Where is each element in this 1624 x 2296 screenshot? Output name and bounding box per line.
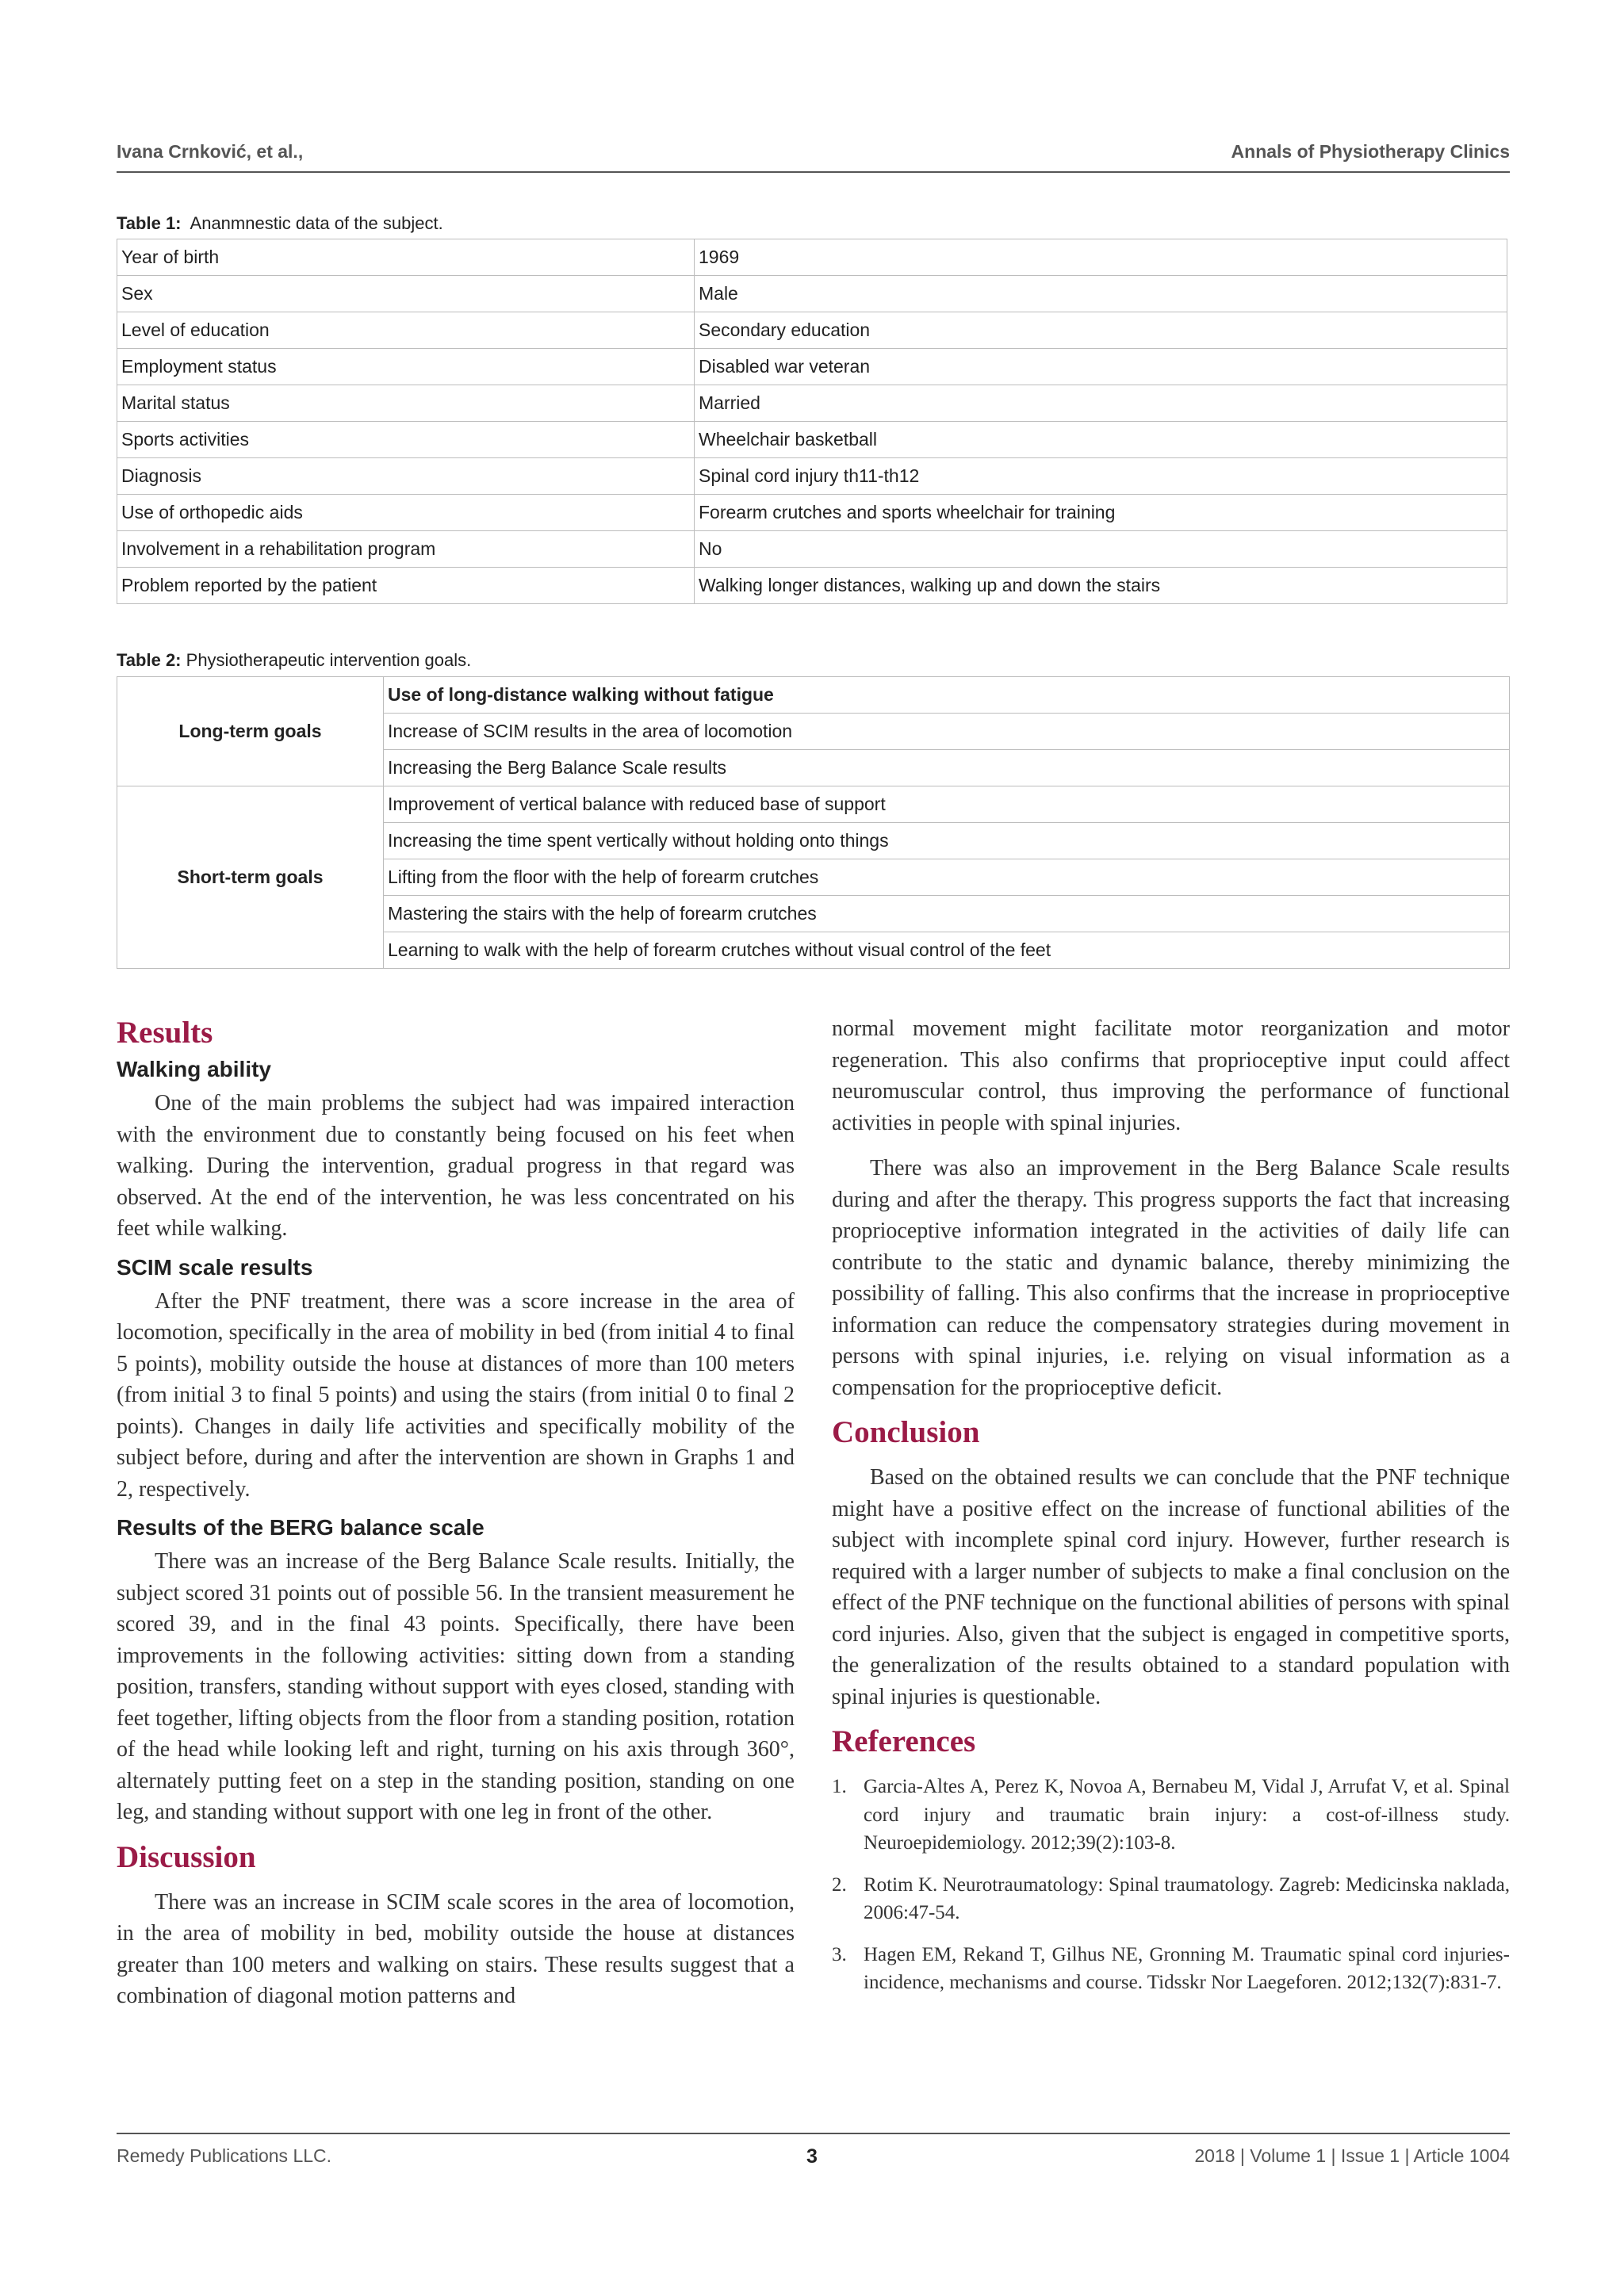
table-cell-label: Problem reported by the patient xyxy=(117,568,695,604)
page-header xyxy=(117,140,1510,173)
goals-table xyxy=(117,676,1510,969)
right-column xyxy=(832,1013,1510,2011)
scim-heading: SCIM scale results xyxy=(117,1254,313,1280)
reference-text: Hagen EM, Rekand T, Gilhus NE, Gronning M. Traumatic spinal cord injuries- incidence, mechanisms and course. Tidsskr Nor Laegeforen. 2012;132(7):831-7. xyxy=(864,1943,1510,1993)
short-term-goal-item: Increasing the time spent vertically without holding onto things xyxy=(384,823,1510,859)
table-row xyxy=(117,422,1507,458)
table-cell-label: Marital status xyxy=(117,385,695,422)
table-row xyxy=(117,786,1510,823)
page-number: 3 xyxy=(806,2145,818,2168)
table-cell-value: Spinal cord injury th11-th12 xyxy=(695,458,1507,495)
table1-caption-label: Table 1: xyxy=(117,213,182,233)
table-cell-label: Year of birth xyxy=(117,239,695,276)
reference-text: Garcia-Altes A, Perez K, Novoa A, Bernabeu M, Vidal J, Arrufat V, et al. Spinal cord injury and traumatic brain injury: a cost-of-illness study. Neuroepidemiology. 2012;39(2):103-8. xyxy=(864,1776,1510,1854)
table-cell-value: Disabled war veteran xyxy=(695,349,1507,385)
table-row xyxy=(117,677,1510,714)
long-term-goal-item: Use of long-distance walking without fatigue xyxy=(384,677,1510,714)
table-cell-value: Walking longer distances, walking up and down the stairs xyxy=(695,568,1507,604)
conclusion-heading: Conclusion xyxy=(832,1415,980,1449)
table-row xyxy=(117,568,1507,604)
table-cell-label: Level of education xyxy=(117,312,695,349)
reference-text: Rotim K. Neurotraumatology: Spinal traumatology. Zagreb: Medicinska naklada, 2006:47-54. xyxy=(864,1873,1510,1923)
table-cell-value: Married xyxy=(695,385,1507,422)
table-row xyxy=(117,531,1507,568)
results-heading: Results xyxy=(117,1016,213,1050)
long-term-goals-label: Long-term goals xyxy=(117,677,384,786)
reference-item xyxy=(832,1941,1510,1997)
references-list xyxy=(832,1773,1510,1997)
table-row xyxy=(117,495,1507,531)
left-column xyxy=(117,1013,795,2012)
table-row xyxy=(117,276,1507,312)
anamnestic-table xyxy=(117,239,1507,604)
table-cell-label: Employment status xyxy=(117,349,695,385)
berg-heading: Results of the BERG balance scale xyxy=(117,1515,485,1540)
discussion-heading: Discussion xyxy=(117,1839,256,1874)
short-term-goal-item: Lifting from the floor with the help of forearm crutches xyxy=(384,859,1510,896)
table-row xyxy=(117,239,1507,276)
long-term-goal-item: Increase of SCIM results in the area of locomotion xyxy=(384,714,1510,750)
berg-paragraph: There was an increase of the Berg Balance Scale results. Initially, the subject scored 31 points out of possible 56. In the transient measurement he scored 39, and in the final 43 points. Specifically, there have been improvements in the following activities: sitting down from a standing position, transfers, standing without support with eyes closed, standing with feet together, lifting objects from the floor from a standing position, rotation of the head while looking left and right, turning on his axis through 360°, alternately putting feet on a step in the standing position, standing on one leg, and standing without support with one leg in front of the other. xyxy=(117,1549,795,1824)
table2-caption xyxy=(117,650,471,671)
footer-issue: 2018 | Volume 1 | Issue 1 | Article 1004 xyxy=(1194,2145,1510,2166)
discussion-continued-paragraph: normal movement might facilitate motor reorganization and motor regeneration. This also confirms that proprioceptive input could affect neuromuscular control, thus improving the performance of functional activities in people with spinal injuries. xyxy=(832,1016,1510,1135)
table2-caption-text: Physiotherapeutic intervention goals. xyxy=(186,650,472,670)
reference-number: 1. xyxy=(832,1776,847,1797)
table-cell-value: Wheelchair basketball xyxy=(695,422,1507,458)
scim-paragraph: After the PNF treatment, there was a score increase in the area of locomotion, specifically in the area of mobility in bed (from initial 4 to final 5 points), mobility outside the house at distances of more than 100 meters (from initial 3 to final 5 points) and using the stairs (from initial 0 to final 2 points). Changes in daily life activities and specifically mobility of the subject before, during and after the intervention are shown in Graphs 1 and 2, respectively. xyxy=(117,1288,795,1502)
table-cell-label: Sports activities xyxy=(117,422,695,458)
table-cell-label: Diagnosis xyxy=(117,458,695,495)
reference-item xyxy=(832,1773,1510,1858)
short-term-goal-item: Mastering the stairs with the help of forearm crutches xyxy=(384,896,1510,932)
long-term-goal-item: Increasing the Berg Balance Scale results xyxy=(384,750,1510,786)
table-cell-value: Forearm crutches and sports wheelchair for training xyxy=(695,495,1507,531)
reference-item xyxy=(832,1871,1510,1927)
table-cell-value: Male xyxy=(695,276,1507,312)
short-term-goal-item: Learning to walk with the help of forearm crutches without visual control of the feet xyxy=(384,932,1510,969)
header-authors: Ivana Crnković, et al., xyxy=(117,141,304,162)
berg-discussion-paragraph: There was also an improvement in the Berg Balance Scale results during and after the therapy. This progress supports the fact that increasing proprioceptive information integrated in the activities of daily life can contribute to the static and dynamic balance, thereby minimizing the possibility of falling. This also confirms that the increase in proprioceptive information can reduce the compensatory strategies during movement in persons with spinal injuries, i.e. relying on visual information as a compensation for the proprioceptive deficit. xyxy=(832,1156,1510,1400)
table1-caption-text: Ananmnestic data of the subject. xyxy=(190,213,443,233)
table-cell-label: Sex xyxy=(117,276,695,312)
table-cell-value: Secondary education xyxy=(695,312,1507,349)
table1-caption xyxy=(117,213,443,234)
table-row xyxy=(117,385,1507,422)
table-row xyxy=(117,458,1507,495)
references-heading: References xyxy=(832,1724,976,1758)
table-cell-label: Involvement in a rehabilitation program xyxy=(117,531,695,568)
short-term-goal-item: Improvement of vertical balance with reduced base of support xyxy=(384,786,1510,823)
walking-ability-heading: Walking ability xyxy=(117,1057,271,1081)
conclusion-paragraph: Based on the obtained results we can conclude that the PNF technique might have a positive effect on the increase of functional abilities of the subject with incomplete spinal cord injury. However, further research is required with a larger number of subjects to make a final conclusion on the effect of the PNF technique on the functional abilities of persons with spinal cord injuries. Also, given that the subject is engaged in competitive sports, the generalization of the results obtained to a standard population with spinal injuries is questionable. xyxy=(832,1465,1510,1709)
reference-number: 3. xyxy=(832,1943,847,1965)
table-cell-value: 1969 xyxy=(695,239,1507,276)
reference-number: 2. xyxy=(832,1873,847,1896)
discussion-paragraph: There was an increase in SCIM scale scores in the area of locomotion, in the area of mobility in bed, mobility outside the house at distances greater than 100 meters and walking on stairs. These results suggest that a combination of diagonal motion patterns and xyxy=(117,1889,795,2008)
table-cell-label: Use of orthopedic aids xyxy=(117,495,695,531)
table-row xyxy=(117,349,1507,385)
walking-ability-paragraph: One of the main problems the subject had was impaired interaction with the environment due to constantly being focused on his feet when walking. During the intervention, gradual progress in that regard was observed. At the end of the intervention, he was less concentrated on his feet while walking. xyxy=(117,1091,795,1241)
footer-publisher: Remedy Publications LLC. xyxy=(117,2145,332,2166)
table-row xyxy=(117,312,1507,349)
short-term-goals-label: Short-term goals xyxy=(117,786,384,969)
header-journal: Annals of Physiotherapy Clinics xyxy=(1231,141,1510,162)
table2-caption-label: Table 2: xyxy=(117,650,182,670)
table-cell-value: No xyxy=(695,531,1507,568)
page-footer xyxy=(117,2133,1510,2168)
